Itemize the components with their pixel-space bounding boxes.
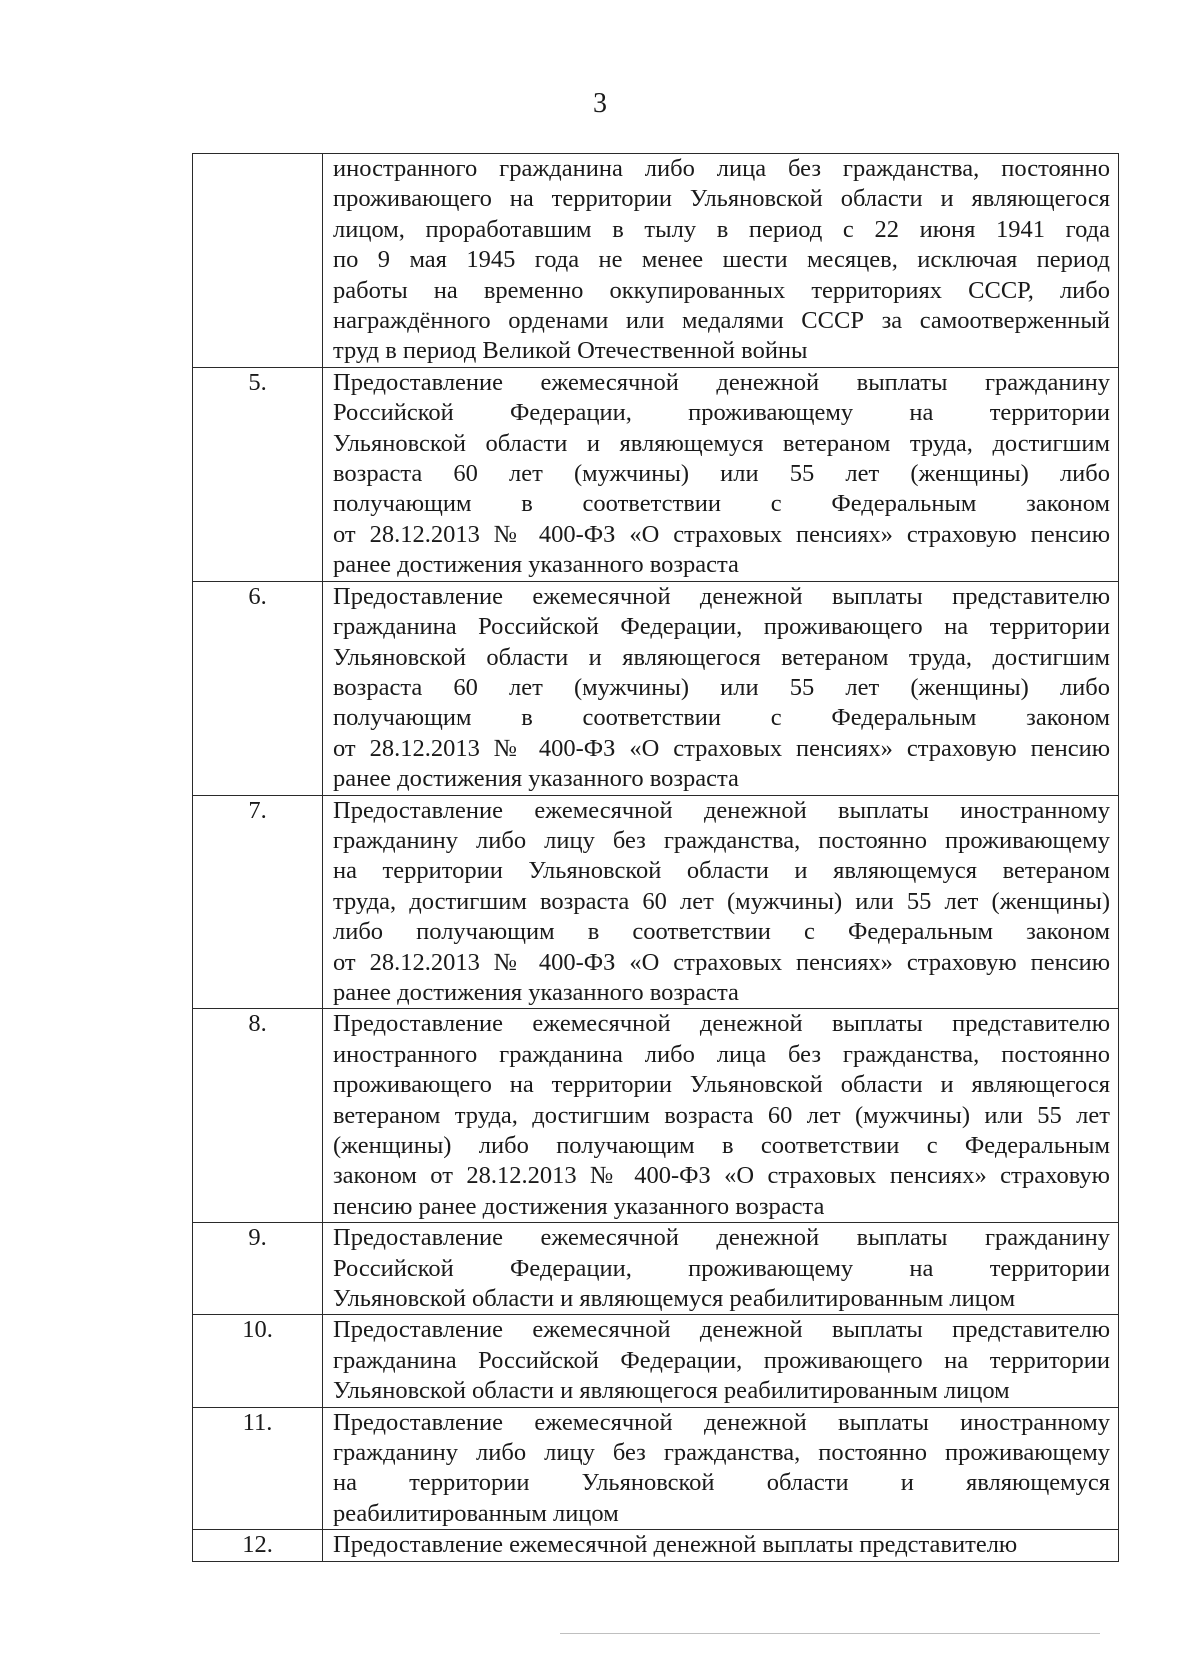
table-row <box>193 795 1119 1009</box>
description-line: гражданину либо лицу без гражданства, постоянно проживающему <box>333 1439 1110 1467</box>
row-description <box>323 1407 1119 1530</box>
row-description <box>323 1009 1119 1223</box>
row-description <box>323 581 1119 795</box>
row-number: 12. <box>193 1530 323 1561</box>
description-line: ветераном труда, достигшим возраста 60 лет (мужчины) или 55 лет <box>333 1101 1110 1129</box>
description-line: либо получающим в соответствии с Федеральным законом <box>333 918 1110 946</box>
description-line: Предоставление ежемесячной денежной выплаты иностранному <box>333 796 1110 824</box>
description-line: от 28.12.2013 № 400-ФЗ «О страховых пенсиях» страховую пенсию <box>333 734 1110 762</box>
description-line: Ульяновской области и являющемуся реабилитированным лицом <box>333 1285 1016 1313</box>
table-row <box>193 1407 1119 1530</box>
table-row <box>193 1315 1119 1407</box>
description-line: Предоставление ежемесячной денежной выплаты представителю <box>333 582 1110 610</box>
row-number <box>193 154 323 368</box>
description-line: труда, достигшим возраста 60 лет (мужчины) или 55 лет (женщины) <box>333 887 1110 915</box>
description-line: иностранного гражданина либо лица без гражданства, постоянно <box>333 155 1110 182</box>
description-line: на территории Ульяновской области и являющемуся <box>333 1469 1110 1497</box>
description-line: гражданину либо лицу без гражданства, постоянно проживающему <box>333 826 1110 854</box>
description-line: по 9 мая 1945 года не менее шести месяцев, исключая период <box>333 246 1110 274</box>
description-line: Предоставление ежемесячной денежной выплаты иностранному <box>333 1408 1110 1436</box>
description-line: (женщины) либо получающим в соответствии с Федеральным <box>333 1132 1110 1159</box>
description-line: проживающего на территории Ульяновской области и являющегося <box>333 185 1110 213</box>
row-number: 5. <box>193 367 323 581</box>
description-line: ранее достижения указанного возраста <box>333 765 739 793</box>
page-bottom-rule <box>560 1633 1100 1634</box>
description-line: Российской Федерации, проживающему на территории <box>333 399 1110 427</box>
table-row <box>193 1223 1119 1315</box>
description-line: Предоставление ежемесячной денежной выплаты представителю <box>333 1316 1110 1344</box>
description-line: возраста 60 лет (мужчины) или 55 лет (женщины) либо <box>333 673 1110 701</box>
description-line: Предоставление ежемесячной денежной выплаты гражданину <box>333 368 1110 396</box>
row-number: 9. <box>193 1223 323 1315</box>
services-table <box>192 153 1119 1562</box>
row-description <box>323 1530 1119 1561</box>
description-line: Ульяновской области и являющегося реабилитированным лицом <box>333 1377 1010 1405</box>
description-line: Предоставление ежемесячной денежной выплаты представителю <box>333 1010 1110 1038</box>
description-line: гражданина Российской Федерации, проживающего на территории <box>333 1346 1110 1374</box>
page-number: 3 <box>593 88 607 119</box>
row-description <box>323 1223 1119 1315</box>
description-line: лицом, проработавшим в тылу в период с 22 июня 1941 года <box>333 215 1110 243</box>
description-line: работы на временно оккупированных территориях СССР, либо <box>333 276 1110 304</box>
description-line: проживающего на территории Ульяновской области и являющегося <box>333 1071 1110 1099</box>
row-number: 10. <box>193 1315 323 1407</box>
description-line: законом от 28.12.2013 № 400-ФЗ «О страховых пенсиях» страховую <box>333 1162 1110 1190</box>
description-line: гражданина Российской Федерации, проживающего на территории <box>333 613 1110 641</box>
description-line: Ульяновской области и являющегося ветераном труда, достигшим <box>333 643 1110 671</box>
row-number: 7. <box>193 795 323 1009</box>
table-row <box>193 1009 1119 1223</box>
table-body <box>193 154 1119 1562</box>
description-line: награждённого орденами или медалями СССР за самоотверженный <box>333 307 1110 335</box>
description-line: Ульяновской области и являющемуся ветераном труда, достигшим <box>333 429 1110 457</box>
row-number: 6. <box>193 581 323 795</box>
description-line: ранее достижения указанного возраста <box>333 551 739 579</box>
description-line: получающим в соответствии с Федеральным законом <box>333 704 1110 732</box>
description-line: от 28.12.2013 № 400-ФЗ «О страховых пенсиях» страховую пенсию <box>333 948 1110 976</box>
description-line: труд в период Великой Отечественной войны <box>333 337 808 365</box>
description-line: иностранного гражданина либо лица без гражданства, постоянно <box>333 1040 1110 1068</box>
row-description <box>323 154 1119 368</box>
description-line: Предоставление ежемесячной денежной выплаты представителю <box>333 1531 1018 1559</box>
table-row <box>193 1530 1119 1561</box>
row-number: 8. <box>193 1009 323 1223</box>
description-line: Российской Федерации, проживающему на территории <box>333 1254 1110 1282</box>
table-row <box>193 581 1119 795</box>
description-line: на территории Ульяновской области и являющемуся ветераном <box>333 857 1110 885</box>
description-line: пенсию ранее достижения указанного возраста <box>333 1192 825 1220</box>
description-line: Предоставление ежемесячной денежной выплаты гражданину <box>333 1224 1110 1252</box>
row-description <box>323 795 1119 1009</box>
row-number: 11. <box>193 1407 323 1530</box>
table-row <box>193 367 1119 581</box>
description-line: возраста 60 лет (мужчины) или 55 лет (женщины) либо <box>333 460 1110 488</box>
table-row <box>193 154 1119 368</box>
row-description <box>323 1315 1119 1407</box>
description-line: от 28.12.2013 № 400-ФЗ «О страховых пенсиях» страховую пенсию <box>333 520 1110 548</box>
description-line: получающим в соответствии с Федеральным законом <box>333 490 1110 518</box>
description-line: реабилитированным лицом <box>333 1499 619 1527</box>
row-description <box>323 367 1119 581</box>
description-line: ранее достижения указанного возраста <box>333 978 739 1006</box>
